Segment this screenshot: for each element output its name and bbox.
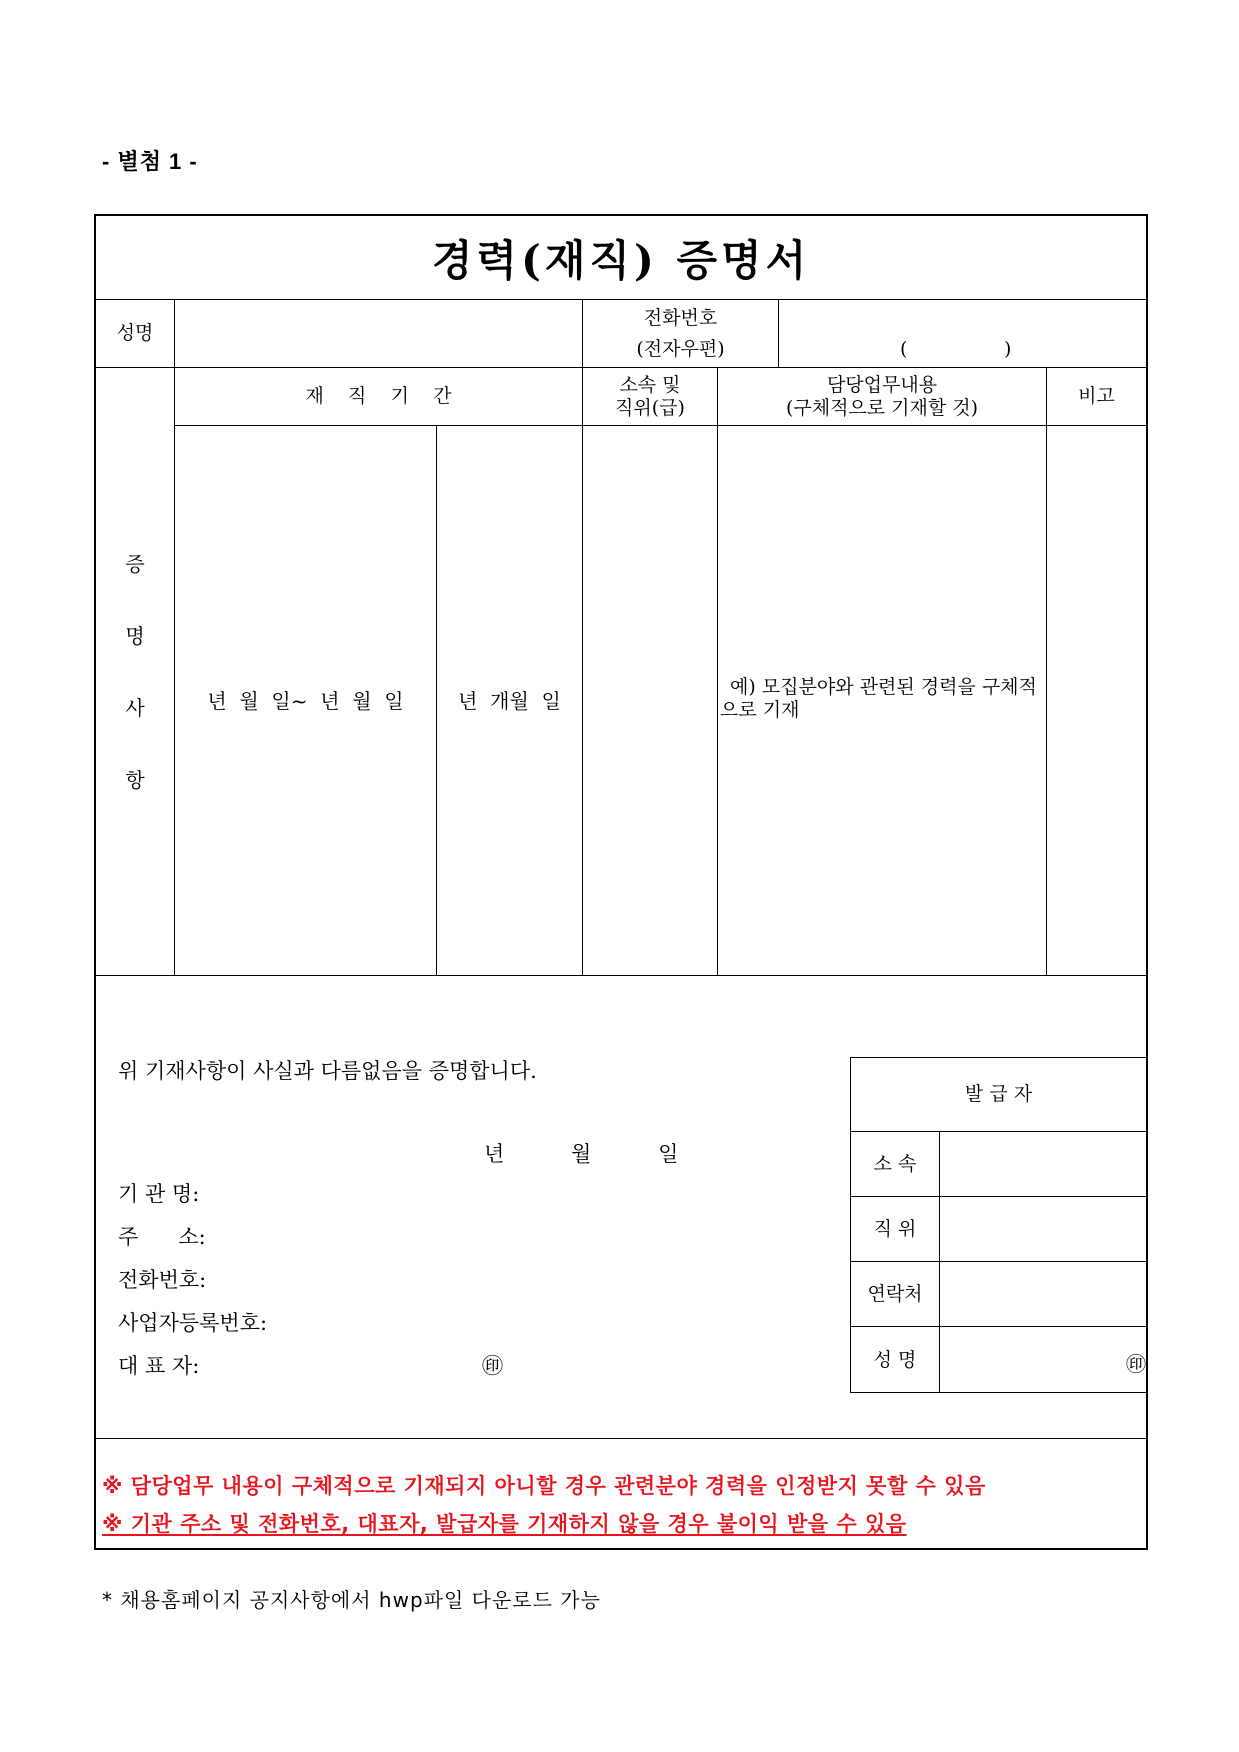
remark-field[interactable]	[1047, 426, 1146, 975]
duty-example-line1: 예) 모집분야와 관련된 경력을 구체적	[730, 676, 1037, 698]
issuer-dept-label: 소 속	[873, 1152, 917, 1175]
duty-field[interactable]	[720, 676, 1046, 722]
remark-header: 비고	[1078, 385, 1115, 408]
section-label-char: 명	[125, 624, 145, 648]
duty-header-line1: 담당업무내용	[826, 373, 938, 396]
issuer-name-field[interactable]	[940, 1327, 1146, 1393]
issuer-dept-field[interactable]	[940, 1132, 1146, 1196]
date-range-field[interactable]: 년 월 일~ 년 월 일	[207, 688, 404, 713]
dept-field[interactable]	[583, 426, 717, 975]
issuer-contact-field[interactable]	[940, 1262, 1146, 1326]
email-field[interactable]: ( )	[900, 338, 1012, 360]
divider	[96, 975, 1146, 976]
email-label: (전자우편)	[636, 337, 725, 360]
issuer-contact-label: 연락처	[867, 1282, 923, 1305]
dept-header-line1: 소속 및	[619, 373, 681, 396]
duty-header-line2: (구체적으로 기재할 것)	[785, 396, 979, 419]
period-header: 재 직 기 간	[305, 385, 452, 408]
warning-duty: ※ 담당업무 내용이 구체적으로 기재되지 아니할 경우 관련분야 경력을 인정받지 못할 수 있음	[102, 1474, 986, 1498]
section-label-char: 사	[125, 696, 145, 720]
issuer-name-label: 성 명	[873, 1348, 917, 1371]
section-label-char: 증	[125, 552, 145, 576]
phone-email-label	[583, 300, 778, 367]
phone-label: 전화번호	[643, 306, 718, 329]
form-title: 경력(재직) 증명서	[431, 236, 811, 285]
org-phone-label: 전화번호:	[118, 1268, 207, 1292]
name-field[interactable]	[175, 300, 582, 367]
divider	[717, 367, 718, 975]
attachment-label: - 별첨 1 -	[102, 149, 198, 174]
duration-field[interactable]: 년 개월 일	[458, 688, 561, 713]
footer-note: * 채용홈페이지 공지사항에서 hwp파일 다운로드 가능	[102, 1588, 601, 1612]
duty-header	[718, 368, 1046, 425]
divider	[96, 1438, 1146, 1439]
dept-header-line2: 직위(급)	[615, 396, 685, 419]
issuer-title: 발 급 자	[964, 1083, 1033, 1106]
org-representative-label: 대 표 자:	[118, 1354, 200, 1378]
duty-example-line2: 으로 기재	[720, 698, 800, 721]
phone-field[interactable]	[779, 300, 1146, 334]
dept-header	[583, 368, 717, 425]
section-label-char: 항	[125, 768, 145, 792]
org-address-label: 주 소:	[118, 1225, 206, 1249]
name-label: 성명	[116, 322, 154, 345]
org-business-number-label: 사업자등록번호:	[118, 1311, 268, 1335]
issuer-seal-mark: ㊞	[1126, 1352, 1146, 1376]
issuer-position-field[interactable]	[940, 1197, 1146, 1261]
issuer-position-label: 직 위	[873, 1217, 917, 1240]
date-line: 년 월 일	[484, 1142, 679, 1166]
certify-statement: 위 기재사항이 사실과 다름없음을 증명합니다.	[118, 1059, 537, 1083]
org-name-label: 기 관 명:	[118, 1182, 200, 1206]
seal-mark: ㊞	[482, 1354, 503, 1378]
warning-missing-info: ※ 기관 주소 및 전화번호, 대표자, 발급자를 기재하지 않을 경우 불이익 받을 수 있음	[102, 1512, 907, 1536]
